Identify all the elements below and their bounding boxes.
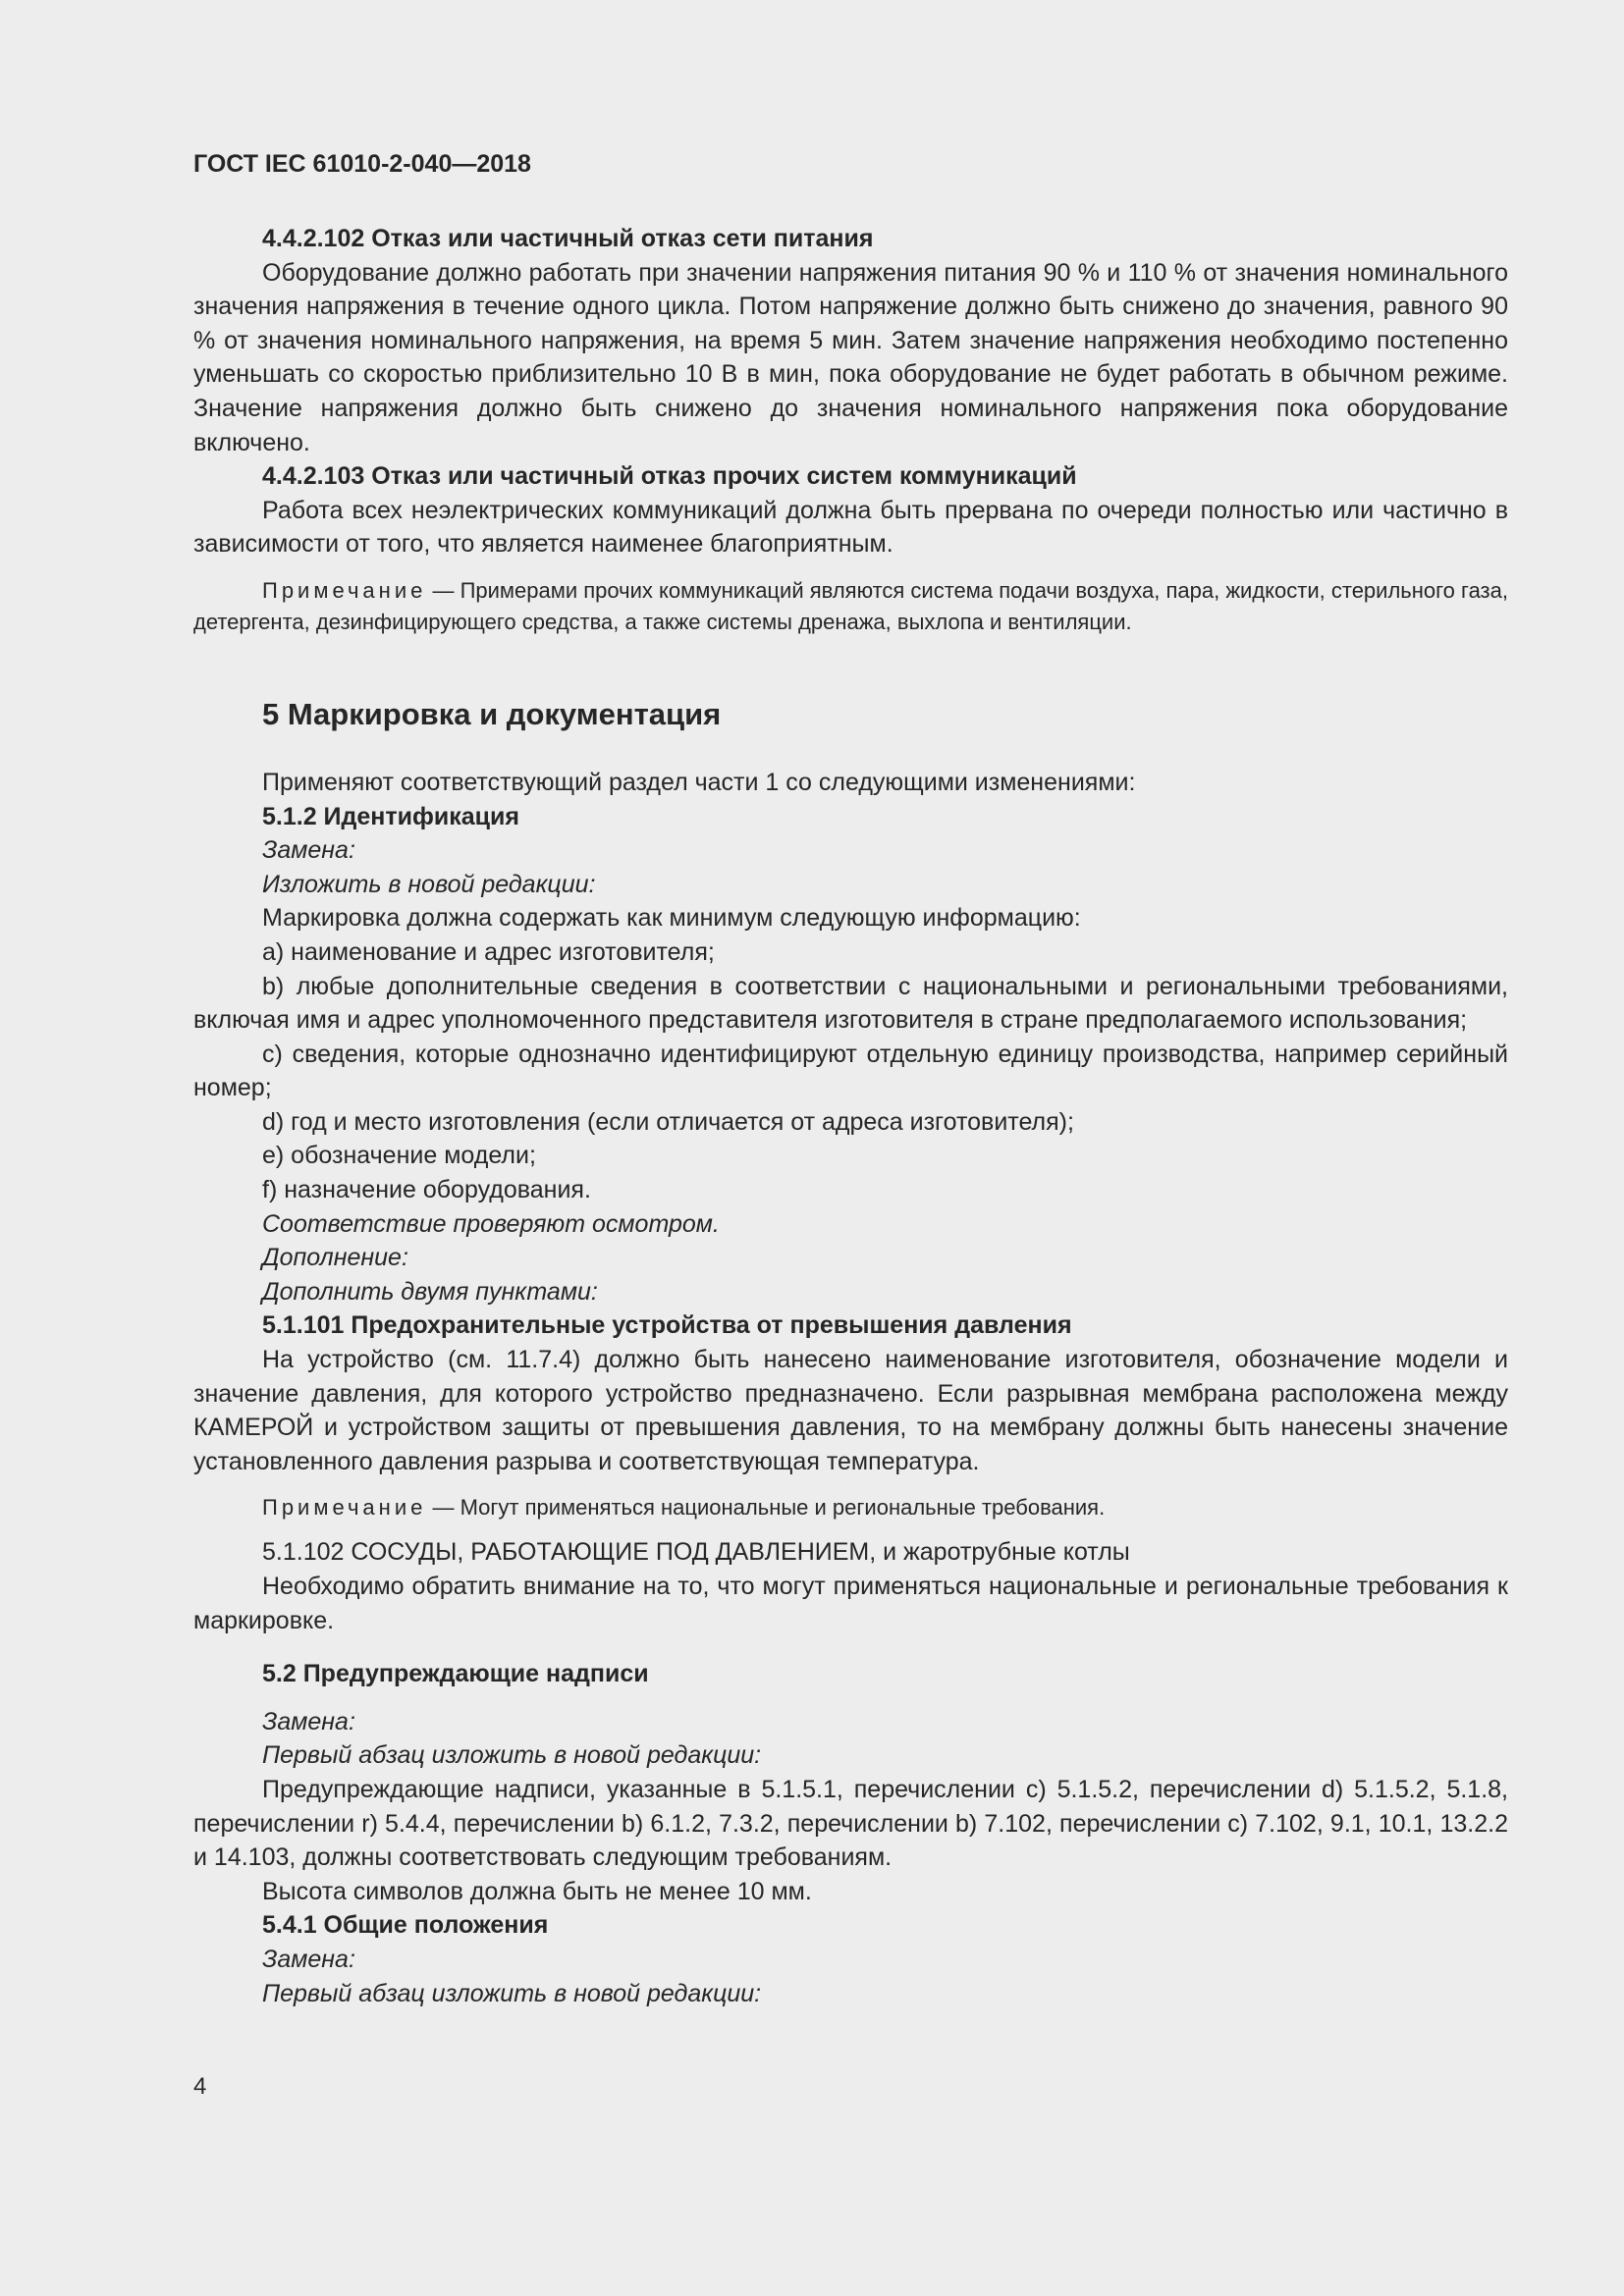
clause-5-2-block <box>193 1657 1508 2010</box>
replacement-label: Замена: <box>262 1945 355 1973</box>
note-national-requirements <box>193 1492 1508 1523</box>
section-5-title: 5 Маркировка и документация <box>262 696 722 731</box>
addition-label: Дополнение: <box>262 1244 408 1272</box>
clause-5-1-101-text: На устройство (см. 11.7.4) должно быть нанесено наименование изготовителя, обозначение модели и значение давления, для которого устройство предназначено. Если разрывная мембрана расположена между КАМЕРОЙ и устройством защиты от превышения давления, то на мембрану должны быть нанесены значение установленного давления разрыва и соответствующая температура. <box>193 1346 1508 1475</box>
first-paragraph-label: Первый абзац изложить в новой редакции: <box>262 1979 762 2007</box>
note-other-utilities <box>193 575 1508 638</box>
note-label: Примечание <box>262 577 427 603</box>
note-text: — Примерами прочих коммуникаций являются система подачи воздуха, пара, жидкости, стерильного газа, детергента, дезинфицирующего средства, а также системы дренажа, выхлопа и вентиляции. <box>193 577 1508 634</box>
clause-4-4-2-102-title: 4.4.2.102 Отказ или частичный отказ сети питания <box>262 225 874 252</box>
clause-5-2-title: 5.2 Предупреждающие надписи <box>262 1660 649 1688</box>
add-two-items-label: Дополнить двумя пунктами: <box>262 1277 598 1306</box>
clause-4-4-2-103-text: Работа всех неэлектрических коммуникаций должна быть прервана по очереди полностью или частично в зависимости от того, что является наименее благоприятным. <box>193 496 1508 559</box>
clause-5-1-101-title: 5.1.101 Предохранительные устройства от превышения давления <box>262 1311 1072 1340</box>
list-item: d) год и место изготовления (если отличается от адреса изготовителя); <box>262 1107 1074 1136</box>
replacement-label: Замена: <box>262 1707 355 1735</box>
new-edition-label: Изложить в новой редакции: <box>262 870 596 898</box>
clause-5-1-102-title: 5.1.102 СОСУДЫ, РАБОТАЮЩИЕ ПОД ДАВЛЕНИЕМ, и жаротрубные котлы <box>262 1538 1130 1567</box>
list-item: e) обозначение модели; <box>262 1142 536 1170</box>
clause-5-2-text: Предупреждающие надписи, указанные в 5.1.5.1, перечислении c) 5.1.5.2, перечислении d) 5.1.5.2, 5.1.8, перечислении r) 5.4.4, перечислении b) 6.1.2, 7.3.2, перечислении b) 7.102, перечислении c) 7.102, 9.1, 10.1, 13.2.2 и 14.103, должны соответствовать следующим требованиям. <box>193 1775 1508 1872</box>
section-4-block <box>193 222 1508 561</box>
section-5-intro: Применяют соответствующий раздел части 1 со следующими изменениями: <box>262 768 1136 796</box>
list-item: b) любые дополнительные сведения в соответствии с национальными и региональными требованиями, включая имя и адрес уполномоченного представителя изготовителя в стране предполагаемого использования; <box>193 972 1508 1035</box>
note-label: Примечание <box>262 1495 427 1521</box>
symbol-height-text: Высота символов должна быть не менее 10 мм. <box>262 1877 812 1905</box>
list-item: a) наименование и адрес изготовителя; <box>262 937 715 966</box>
marking-intro: Маркировка должна содержать как минимум следующую информацию: <box>262 904 1081 933</box>
list-item: f) назначение оборудования. <box>262 1176 591 1204</box>
clause-5-1-102-block <box>193 1535 1508 1637</box>
conformity-check: Соответствие проверяют осмотром. <box>262 1209 720 1238</box>
first-paragraph-label: Первый абзац изложить в новой редакции: <box>262 1741 762 1770</box>
clause-4-4-2-102-text: Оборудование должно работать при значении напряжения питания 90 % и 110 % от значения номинального значения напряжения в течение одного цикла. Потом напряжение должно быть снижено до значения, равного 90 % от значения номинального напряжения, на время 5 мин. Затем значение напряжения необходимо постепенно уменьшать со скоростью приблизительно 10 В в мин, пока оборудование не будет работать в обычном режиме. Значение напряжения должно быть снижено до значения номинального напряжения пока оборудование включено. <box>193 258 1508 456</box>
note-text: — Могут применяться национальные и региональные требования. <box>426 1495 1106 1521</box>
clause-4-4-2-103-title: 4.4.2.103 Отказ или частичный отказ прочих систем коммуникаций <box>262 462 1077 491</box>
clause-5-1-2-title: 5.1.2 Идентификация <box>262 802 519 830</box>
list-item: c) сведения, которые однозначно идентифицируют отдельную единицу производства, например серийный номер; <box>193 1040 1508 1102</box>
clause-5-4-1-title: 5.4.1 Общие положения <box>262 1911 549 1940</box>
clause-5-1-102-text: Необходимо обратить внимание на то, что могут применяться национальные и региональные требования к маркировке. <box>193 1573 1508 1634</box>
replacement-label: Замена: <box>262 836 355 865</box>
document-header: ГОСТ IEC 61010-2-040—2018 <box>193 150 531 178</box>
section-5-block <box>193 766 1508 1478</box>
page-number: 4 <box>193 2073 207 2100</box>
